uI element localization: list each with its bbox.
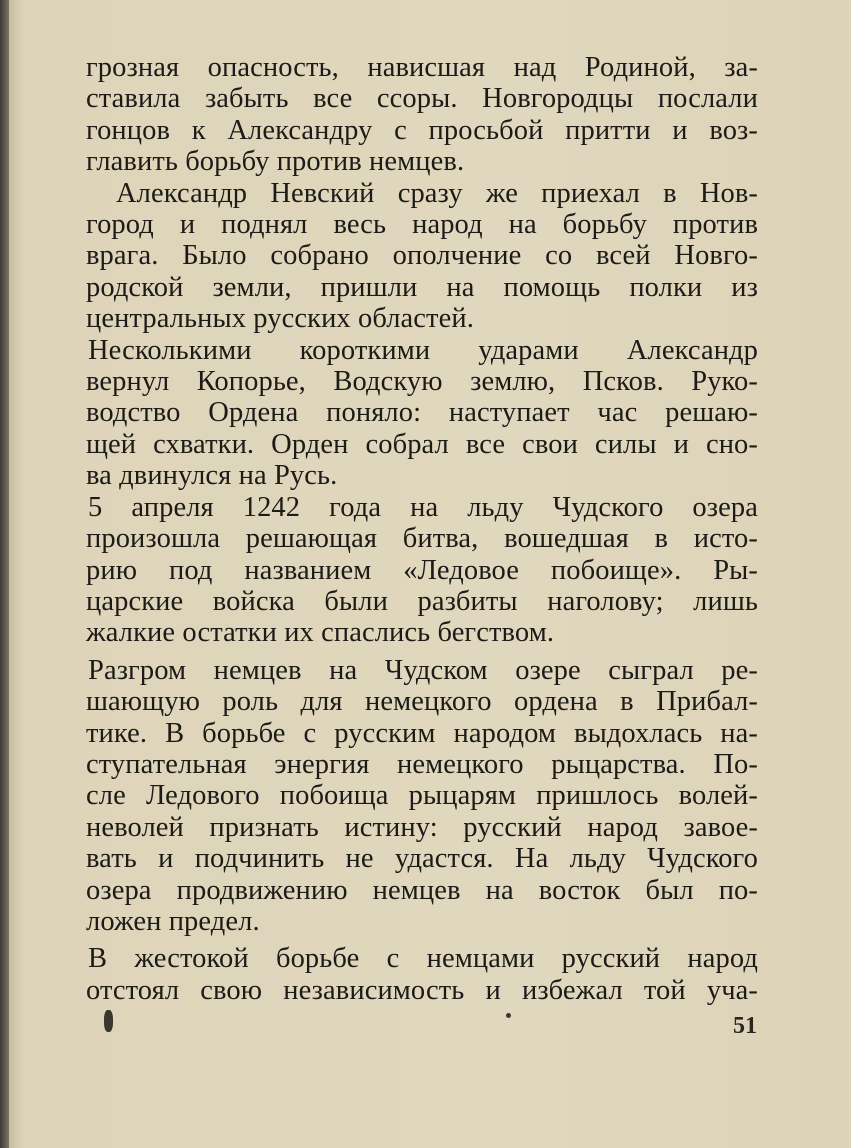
text-line: гонцов к Александру с просьбой притти и воз- [86,114,758,146]
text-line: врага. Было собрано ополчение со всей Новго- [86,240,758,272]
text-line: щей схватки. Орден собрал все свои силы и сно- [86,428,758,460]
text-line: город и поднял весь народ на борьбу против [86,209,758,241]
page-number: 51 [733,1013,757,1039]
text-line: сле Ледового побоища рыцарям пришлось волей- [86,780,758,812]
text-line: ложен предел. [86,905,260,937]
text-line: главить борьбу против немцев. [86,146,465,178]
paragraph-start: Несколькими короткими ударами Александр [88,334,758,366]
paragraph-start: Разгром немцев на Чудском озере сыграл ре- [88,654,758,686]
text-line: рию под названием «Ледовое побоище». Ры- [86,554,758,586]
paragraph-start: В жестокой борьбе с немцами русский народ [88,943,758,975]
paragraph-start: 5 апреля 1242 года на льду Чудского озера [88,491,758,523]
text-line: тике. В борьбе с русским народом выдохлась на- [86,717,758,749]
ink-dot-icon [506,1013,511,1018]
text-line: вернул Копорье, Водскую землю, Псков. Руко- [86,366,758,398]
book-spine [0,0,9,1148]
text-line: водство Ордена поняло: наступает час решаю- [86,397,758,429]
text-line: родской земли, пришли на помощь полки из [86,271,758,303]
ink-smudge-icon [104,1010,113,1032]
text-line: ступательная энергия немецкого рыцарства. По- [86,748,758,780]
text-line: царские войска были разбиты наголову; лишь [86,585,758,617]
page-text [86,52,758,1006]
text-line: вать и подчинить не удастся. На льду Чудского [86,843,758,875]
text-line: ставила забыть все ссоры. Новгородцы послали [86,83,758,115]
text-line: центральных русских областей. [86,303,474,335]
paragraph-start: Александр Невский сразу же приехал в Нов- [116,177,758,209]
text-line: отстоял свою независимость и избежал той уча- [86,974,758,1006]
text-line: жалкие остатки их спаслись бегством. [86,617,555,649]
text-line: неволей признать истину: русский народ завое- [86,811,758,843]
text-line: грозная опасность, нависшая над Родиной, за- [86,52,758,83]
text-line: шающую роль для немецкого ордена в Прибал- [86,686,758,718]
text-line: ва двинулся на Русь. [86,460,338,492]
text-line: озера продвижению немцев на восток был по- [86,874,758,906]
text-line: произошла решающая битва, вошедшая в исто- [86,523,758,555]
